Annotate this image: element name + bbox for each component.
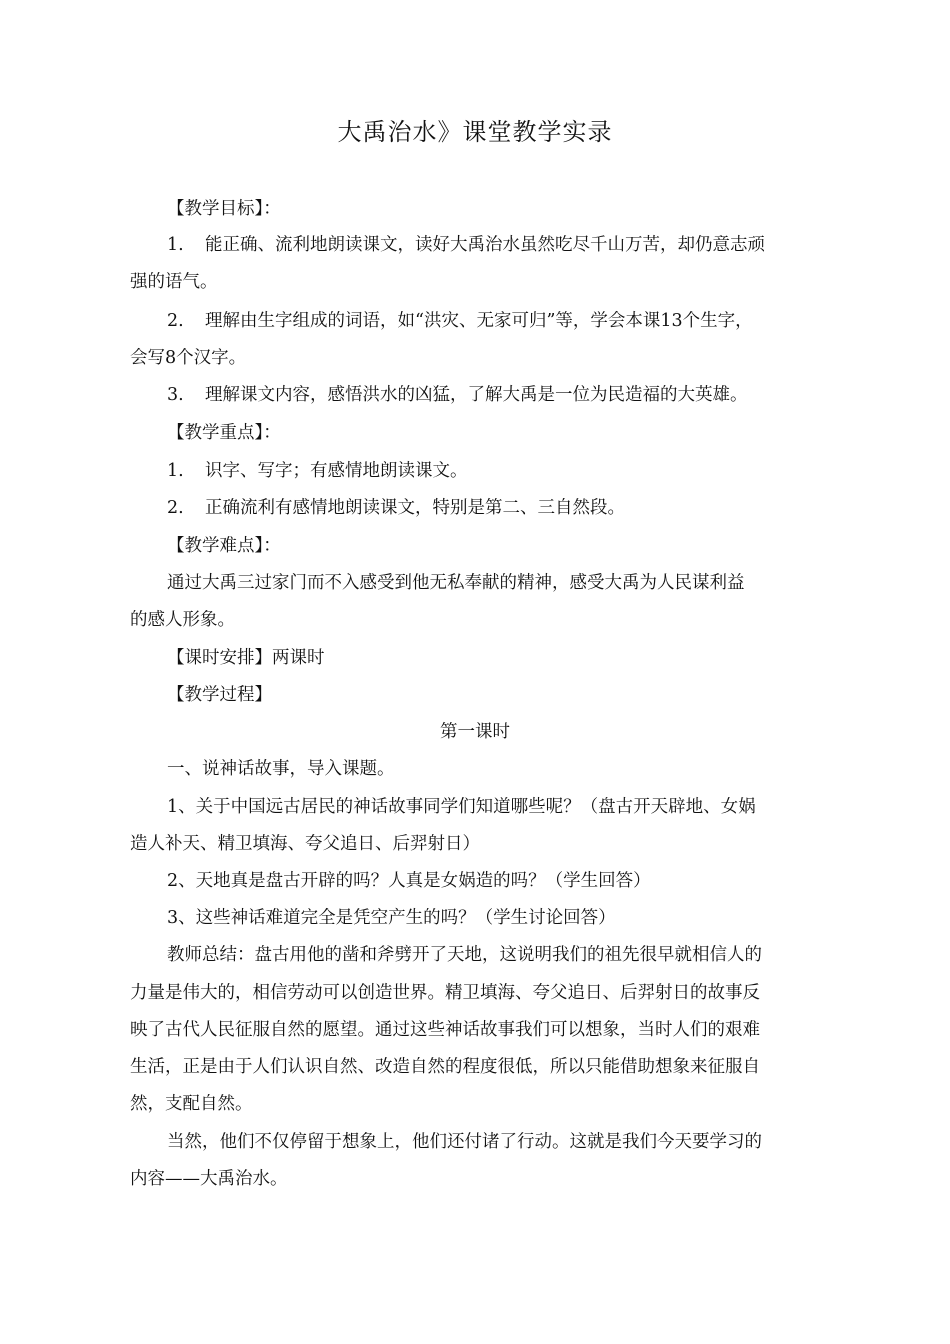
key-point-1	[167, 459, 867, 483]
question-3: 3、这些神话难道完全是凭空产生的吗？（学生讨论回答）	[167, 908, 616, 928]
goal-item-3	[167, 383, 867, 407]
summary-line-2: 力量是伟大的，相信劳动可以创造世界。精卫填海、夸父追日、后羿射日的故事反	[130, 983, 760, 1003]
goal-2-text-cont: 会写8个汉字。	[130, 348, 247, 368]
closing-line-1: 当然，他们不仅停留于想象上，他们还付诸了行动。这就是我们今天要学习的	[167, 1132, 762, 1152]
goal-1-text-cont: 强的语气。	[130, 272, 218, 292]
section-1-heading: 一、说神话故事，导入课题。	[167, 759, 395, 779]
document-title: 大禹治水》课堂教学实录	[337, 118, 613, 146]
closing-line-2: 内容——大禹治水。	[130, 1169, 288, 1189]
goal-2-number: 2.	[167, 311, 184, 331]
summary-line-3: 映了古代人民征服自然的愿望。通过这些神话故事我们可以想象，当时人们的艰难	[130, 1020, 760, 1040]
goal-item-2	[167, 309, 867, 333]
process-heading: 【教学过程】	[167, 685, 272, 705]
question-2: 2、天地真是盘古开辟的吗？人真是女娲造的吗？（学生回答）	[167, 871, 651, 891]
summary-line-1: 教师总结：盘古用他的凿和斧劈开了天地，这说明我们的祖先很早就相信人的	[167, 945, 762, 965]
summary-line-5: 然，支配自然。	[130, 1094, 253, 1114]
key-point-2	[167, 496, 867, 520]
key-point-2-number: 2.	[167, 498, 184, 518]
key-point-2-text: 正确流利有感情地朗读课文，特别是第二、三自然段。	[205, 498, 625, 518]
question-1: 1、关于中国远古居民的神话故事同学们知道哪些呢？（盘古开天辟地、女娲	[167, 797, 756, 817]
summary-line-4: 生活，正是由于人们认识自然、改造自然的程度很低，所以只能借助想象来征服自	[130, 1057, 760, 1077]
goal-3-text: 理解课文内容，感悟洪水的凶猛，了解大禹是一位为民造福的大英雄。	[205, 385, 748, 405]
goal-1-text: 能正确、流利地朗读课文，读好大禹治水虽然吃尽千山万苦，却仍意志顽	[205, 235, 765, 255]
question-1-cont: 造人补天、精卫填海、夸父追日、后羿射日）	[130, 834, 480, 854]
goal-1-number: 1.	[167, 235, 184, 255]
key-point-1-text: 识字、写字；有感情地朗读课文。	[205, 461, 468, 481]
schedule-line: 【课时安排】两课时	[167, 648, 325, 668]
goal-item-1	[167, 233, 867, 257]
goals-heading: 【教学目标】：	[167, 199, 281, 219]
difficulty-text-cont: 的感人形象。	[130, 610, 235, 630]
difficulty-text: 通过大禹三过家门而不入感受到他无私奉献的精神，感受大禹为人民谋利益	[167, 573, 745, 593]
key-point-1-number: 1.	[167, 461, 184, 481]
goal-3-number: 3.	[167, 385, 184, 405]
goal-2-text: 理解由生字组成的词语，如“洪灾、无家可归”等，学会本课13个生字，	[205, 311, 753, 331]
difficulty-heading: 【教学难点】：	[167, 536, 281, 556]
lesson-title: 第一课时	[440, 722, 510, 742]
key-points-heading: 【教学重点】：	[167, 423, 281, 443]
